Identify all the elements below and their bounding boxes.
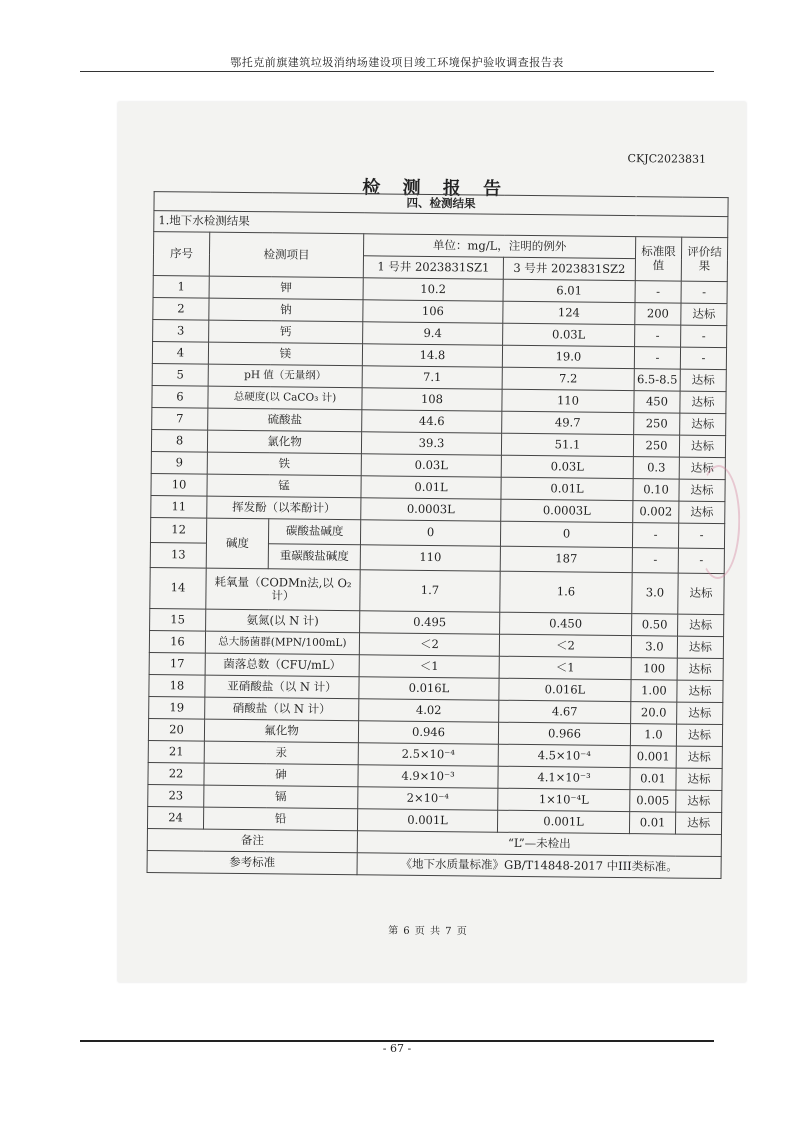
standard-label: 参考标准 xyxy=(147,851,357,875)
cell-limit: - xyxy=(632,523,678,548)
header-seq: 序号 xyxy=(153,232,209,277)
cell-item: 砷 xyxy=(204,763,358,787)
cell-limit: 1.0 xyxy=(630,724,676,746)
cell-alkalinity-group: 碱度 xyxy=(206,518,269,569)
cell-limit: 0.3 xyxy=(633,457,679,479)
cell-seq: 22 xyxy=(148,763,204,786)
cell-seq: 7 xyxy=(152,408,208,431)
cell-seq: 16 xyxy=(149,631,205,654)
cell-item: 总硬度(以 CaCO₃ 计) xyxy=(208,386,362,410)
cell-well-3: 4.1×10⁻³ xyxy=(498,766,630,789)
subsection-title: 1.地下水检测结果 xyxy=(154,211,728,238)
cell-seq: 13 xyxy=(150,543,206,569)
cell-limit: - xyxy=(635,325,681,347)
cell-well-3: 6.01 xyxy=(503,279,635,302)
cell-limit: 1.00 xyxy=(631,680,677,702)
cell-well-1: 106 xyxy=(363,300,503,323)
cell-limit: 6.5-8.5 xyxy=(634,369,680,391)
cell-well-3: 7.2 xyxy=(502,367,634,390)
cell-item: 氯化物 xyxy=(207,430,361,454)
cell-result: 达标 xyxy=(680,369,726,391)
cell-seq: 14 xyxy=(150,568,206,610)
cell-result: - xyxy=(681,325,727,347)
cell-well-3: 51.1 xyxy=(501,433,633,456)
cell-seq: 5 xyxy=(152,364,208,387)
cell-well-3: ＜2 xyxy=(499,634,631,657)
cell-well-3: 0.016L xyxy=(499,678,631,701)
cell-limit: 0.01 xyxy=(629,812,675,834)
document-header: 鄂托克前旗建筑垃圾消纳场建设项目竣工环境保护验收调查报告表 xyxy=(230,56,564,69)
cell-seq: 24 xyxy=(147,807,203,830)
cell-well-3: 19.0 xyxy=(502,345,634,368)
cell-limit: 250 xyxy=(633,435,679,457)
cell-well-1: 2×10⁻⁴ xyxy=(358,787,498,810)
cell-seq: 11 xyxy=(151,496,207,519)
cell-seq: 8 xyxy=(151,430,207,453)
cell-well-3: 4.67 xyxy=(499,700,631,723)
cell-well-3: 0.03L xyxy=(503,323,635,346)
cell-limit: 20.0 xyxy=(631,702,677,724)
section-title: 四、检测结果 xyxy=(154,192,728,217)
header-rule xyxy=(80,71,714,72)
cell-result: 达标 xyxy=(676,746,722,768)
cell-well-1: ＜1 xyxy=(359,655,499,678)
cell-limit: 3.0 xyxy=(631,636,677,658)
cell-well-3: 4.5×10⁻⁴ xyxy=(498,744,630,767)
cell-well-1: 4.9×10⁻³ xyxy=(358,765,498,788)
cell-limit: 0.50 xyxy=(632,614,678,636)
cell-seq: 3 xyxy=(153,320,209,343)
cell-well-3: 0.001L xyxy=(497,810,629,833)
cell-result: 达标 xyxy=(679,435,725,457)
cell-result: 达标 xyxy=(675,812,721,834)
cell-limit: 100 xyxy=(631,658,677,680)
cell-limit: - xyxy=(634,347,680,369)
cell-well-1: 39.3 xyxy=(361,432,501,455)
cell-item: 亚硝酸盐（以 N 计） xyxy=(205,675,359,699)
cell-result: 达标 xyxy=(677,680,723,702)
cell-well-1: ＜2 xyxy=(359,633,499,656)
cell-well-3: ＜1 xyxy=(499,656,631,679)
cell-well-1: 0.016L xyxy=(359,677,499,700)
cell-seq: 10 xyxy=(151,474,207,497)
cell-limit: - xyxy=(632,548,678,573)
cell-result: 达标 xyxy=(676,724,722,746)
cell-well-3: 1×10⁻⁴L xyxy=(498,788,630,811)
cell-seq: 1 xyxy=(153,276,209,299)
cell-well-3: 0 xyxy=(500,521,632,547)
cell-limit: 250 xyxy=(634,413,680,435)
cell-result: 达标 xyxy=(681,303,727,325)
cell-item: 锰 xyxy=(207,474,361,498)
cell-item: 硫酸盐 xyxy=(208,408,362,432)
results-table xyxy=(147,191,729,879)
cell-well-1: 0.03L xyxy=(361,454,501,477)
cell-result: 达标 xyxy=(679,457,725,479)
cell-well-1: 2.5×10⁻⁴ xyxy=(358,743,498,766)
cell-well-3: 0.03L xyxy=(501,455,633,478)
cell-well-1: 0.946 xyxy=(358,721,498,744)
cell-limit: - xyxy=(635,281,681,303)
cell-item: 碳酸盐碱度 xyxy=(268,519,360,545)
cell-result: 达标 xyxy=(677,658,723,680)
sheet-page-footer: 第 6 页 共 7 页 xyxy=(388,925,468,938)
cell-item: 铅 xyxy=(203,807,357,831)
cell-seq: 4 xyxy=(152,342,208,365)
cell-item: 菌落总数（CFU/mL） xyxy=(205,653,359,677)
header-item: 检测项目 xyxy=(209,232,363,278)
header-well-3: 3 号井 2023831SZ2 xyxy=(503,257,635,280)
cell-result: - xyxy=(678,523,724,548)
cell-item: 镉 xyxy=(204,785,358,809)
cell-limit: 200 xyxy=(635,303,681,325)
table-row xyxy=(147,851,721,879)
cell-well-3: 124 xyxy=(503,301,635,324)
cell-limit: 450 xyxy=(634,391,680,413)
cell-well-1: 9.4 xyxy=(363,322,503,345)
cell-seq: 18 xyxy=(149,675,205,698)
cell-result: 达标 xyxy=(680,391,726,413)
remark-value: “L”—未检出 xyxy=(357,831,721,857)
cell-limit: 0.01 xyxy=(630,768,676,790)
remark-label: 备注 xyxy=(147,829,357,853)
cell-well-3: 0.450 xyxy=(500,612,632,635)
cell-item: 挥发酚（以苯酚计） xyxy=(207,496,361,520)
cell-result: 达标 xyxy=(680,413,726,435)
report-title: 检 测 报 告 xyxy=(362,177,510,200)
cell-result: 达标 xyxy=(676,790,722,812)
cell-well-1: 0.495 xyxy=(360,611,500,634)
cell-well-1: 14.8 xyxy=(362,344,502,367)
cell-seq: 2 xyxy=(153,298,209,321)
header-eval: 评价结果 xyxy=(681,237,728,281)
cell-well-3: 0.01L xyxy=(501,477,633,500)
cell-well-1: 4.02 xyxy=(359,699,499,722)
cell-seq: 15 xyxy=(150,609,206,632)
header-limit: 标准限值 xyxy=(635,237,681,281)
cell-item: 铁 xyxy=(207,452,361,476)
cell-well-1: 0.001L xyxy=(357,809,497,832)
cell-result: 达标 xyxy=(677,636,723,658)
cell-result: 达标 xyxy=(677,702,723,724)
cell-seq: 6 xyxy=(152,386,208,409)
cell-item: 镁 xyxy=(208,342,362,366)
cell-seq: 21 xyxy=(148,741,204,764)
header-unit: 单位：mg/L，注明的例外 xyxy=(363,234,635,259)
cell-limit: 0.005 xyxy=(630,790,676,812)
standard-value: 《地下水质量标准》GB/T14848-2017 中III类标准。 xyxy=(357,853,721,879)
cell-seq: 17 xyxy=(149,653,205,676)
cell-item: 硝酸盐（以 N 计） xyxy=(205,697,359,721)
cell-limit: 3.0 xyxy=(632,573,678,614)
cell-well-3: 187 xyxy=(500,546,632,572)
report-sheet xyxy=(127,99,736,985)
cell-item: 钠 xyxy=(209,298,363,322)
cell-result: - xyxy=(680,347,726,369)
header-well-1: 1 号井 2023831SZ1 xyxy=(363,256,503,279)
cell-limit: 0.001 xyxy=(630,746,676,768)
cell-seq: 9 xyxy=(151,452,207,475)
page-number: - 67 - xyxy=(382,1042,412,1055)
cell-well-3: 1.6 xyxy=(500,571,632,613)
cell-well-1: 0.01L xyxy=(361,476,501,499)
cell-well-3: 110 xyxy=(502,389,634,412)
cell-result: 达标 xyxy=(676,768,722,790)
cell-item: 钙 xyxy=(209,320,363,344)
cell-item: 氨氮(以 N 计) xyxy=(206,609,360,633)
cell-well-1: 1.7 xyxy=(360,570,500,612)
cell-result: - xyxy=(678,548,724,573)
cell-well-3: 0.0003L xyxy=(501,499,633,522)
cell-seq: 23 xyxy=(148,785,204,808)
cell-well-3: 49.7 xyxy=(502,411,634,434)
cell-well-1: 110 xyxy=(360,545,500,571)
cell-well-1: 0.0003L xyxy=(361,498,501,521)
cell-seq: 19 xyxy=(149,697,205,720)
cell-limit: 0.10 xyxy=(633,479,679,501)
cell-result: 达标 xyxy=(678,573,724,614)
cell-item: pH 值（无量纲） xyxy=(208,364,362,388)
cell-well-1: 10.2 xyxy=(363,278,503,301)
cell-item: 重碳酸盐碱度 xyxy=(268,544,360,570)
cell-result: 达标 xyxy=(679,501,725,523)
cell-item: 氟化物 xyxy=(204,719,358,743)
report-code: CKJC2023831 xyxy=(627,152,707,166)
cell-result: - xyxy=(681,281,727,303)
cell-result: 达标 xyxy=(679,479,725,501)
cell-well-1: 7.1 xyxy=(362,366,502,389)
cell-limit: 0.002 xyxy=(633,501,679,523)
table-row xyxy=(150,568,724,615)
cell-seq: 12 xyxy=(150,518,206,544)
seal-stamp xyxy=(696,465,741,579)
table-row xyxy=(150,518,724,549)
cell-seq: 20 xyxy=(148,719,204,742)
cell-well-3: 0.966 xyxy=(498,722,630,745)
cell-well-1: 108 xyxy=(362,388,502,411)
cell-item: 总大肠菌群(MPN/100mL) xyxy=(205,631,359,655)
cell-well-1: 0 xyxy=(360,520,500,546)
cell-item: 钾 xyxy=(209,276,363,300)
cell-item: 汞 xyxy=(204,741,358,765)
cell-item: 耗氧量（CODMn法,以 O₂ 计） xyxy=(206,568,360,611)
cell-result: 达标 xyxy=(678,614,724,636)
scanned-page xyxy=(118,102,746,982)
cell-well-1: 44.6 xyxy=(362,410,502,433)
